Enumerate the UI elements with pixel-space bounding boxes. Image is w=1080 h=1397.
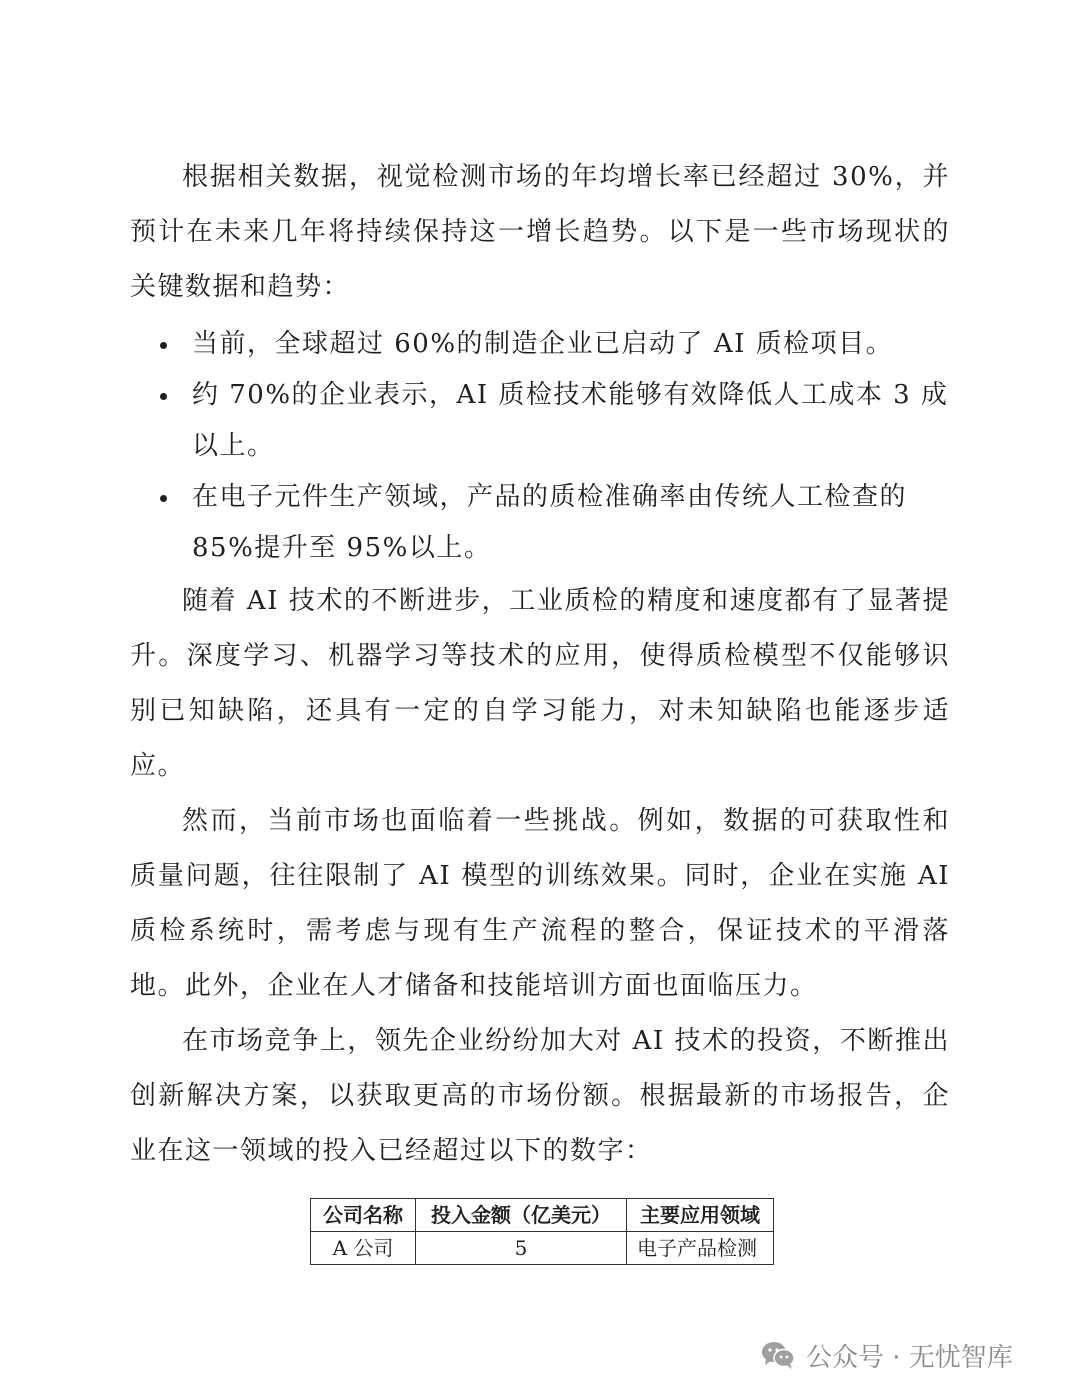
bullet-dot bbox=[160, 342, 167, 349]
table-header-row bbox=[311, 1199, 774, 1232]
header-company: 公司名称 bbox=[311, 1199, 416, 1232]
watermark bbox=[760, 1335, 1013, 1375]
paragraph-tech-progress: 随着 AI 技术的不断进步，工业质检的精度和速度都有了显著提升。深度学习、机器学习等技术的应用，使得质检模型不仅能够识别已知缺陷，还具有一定的自学习能力，对未知缺陷也能逐步适应。 bbox=[130, 586, 950, 781]
list-item-text: 约 70%的企业表示，AI 质检技术能够有效降低人工成本 3 成以上。 bbox=[192, 380, 949, 461]
document-body bbox=[130, 150, 950, 1179]
cell-application: 电子产品检测 bbox=[627, 1232, 774, 1265]
table-row bbox=[311, 1232, 774, 1265]
list-item-text: 在电子元件生产领域，产品的质检准确率由传统人工检查的 85%提升至 95%以上。 bbox=[192, 482, 908, 563]
header-application: 主要应用领域 bbox=[627, 1199, 774, 1232]
key-data-list bbox=[130, 319, 950, 574]
header-investment: 投入金额（亿美元） bbox=[416, 1199, 627, 1232]
watermark-text: 公众号 · 无忧智库 bbox=[806, 1342, 1013, 1373]
investment-table bbox=[310, 1198, 774, 1265]
paragraph-competition: 在市场竞争上，领先企业纷纷加大对 AI 技术的投资，不断推出创新解决方案，以获取更高的市场份额。根据最新的市场报告，企业在这一领域的投入已经超过以下的数字： bbox=[130, 1026, 950, 1166]
paragraph-market-growth: 根据相关数据，视觉检测市场的年均增长率已经超过 30%，并预计在未来几年将持续保持这一增长趋势。以下是一些市场现状的关键数据和趋势： bbox=[130, 162, 950, 302]
list-item bbox=[130, 370, 950, 472]
bullet-dot bbox=[160, 393, 167, 400]
investment-table-wrapper bbox=[310, 1198, 774, 1265]
list-item bbox=[130, 472, 950, 574]
paragraph-challenges: 然而，当前市场也面临着一些挑战。例如，数据的可获取性和质量问题，往往限制了 AI 模型的训练效果。同时，企业在实施 AI 质检系统时，需考虑与现有生产流程的整合，保证技术的平滑落地。此外，企业在人才储备和技能培训方面也面临压力。 bbox=[130, 806, 950, 1001]
cell-investment: 5 bbox=[416, 1232, 627, 1265]
cell-company: A 公司 bbox=[311, 1232, 416, 1265]
wechat-icon bbox=[760, 1339, 796, 1371]
list-item bbox=[130, 319, 950, 370]
list-item-text: 当前，全球超过 60%的制造企业已启动了 AI 质检项目。 bbox=[192, 329, 894, 359]
bullet-dot bbox=[160, 495, 167, 502]
